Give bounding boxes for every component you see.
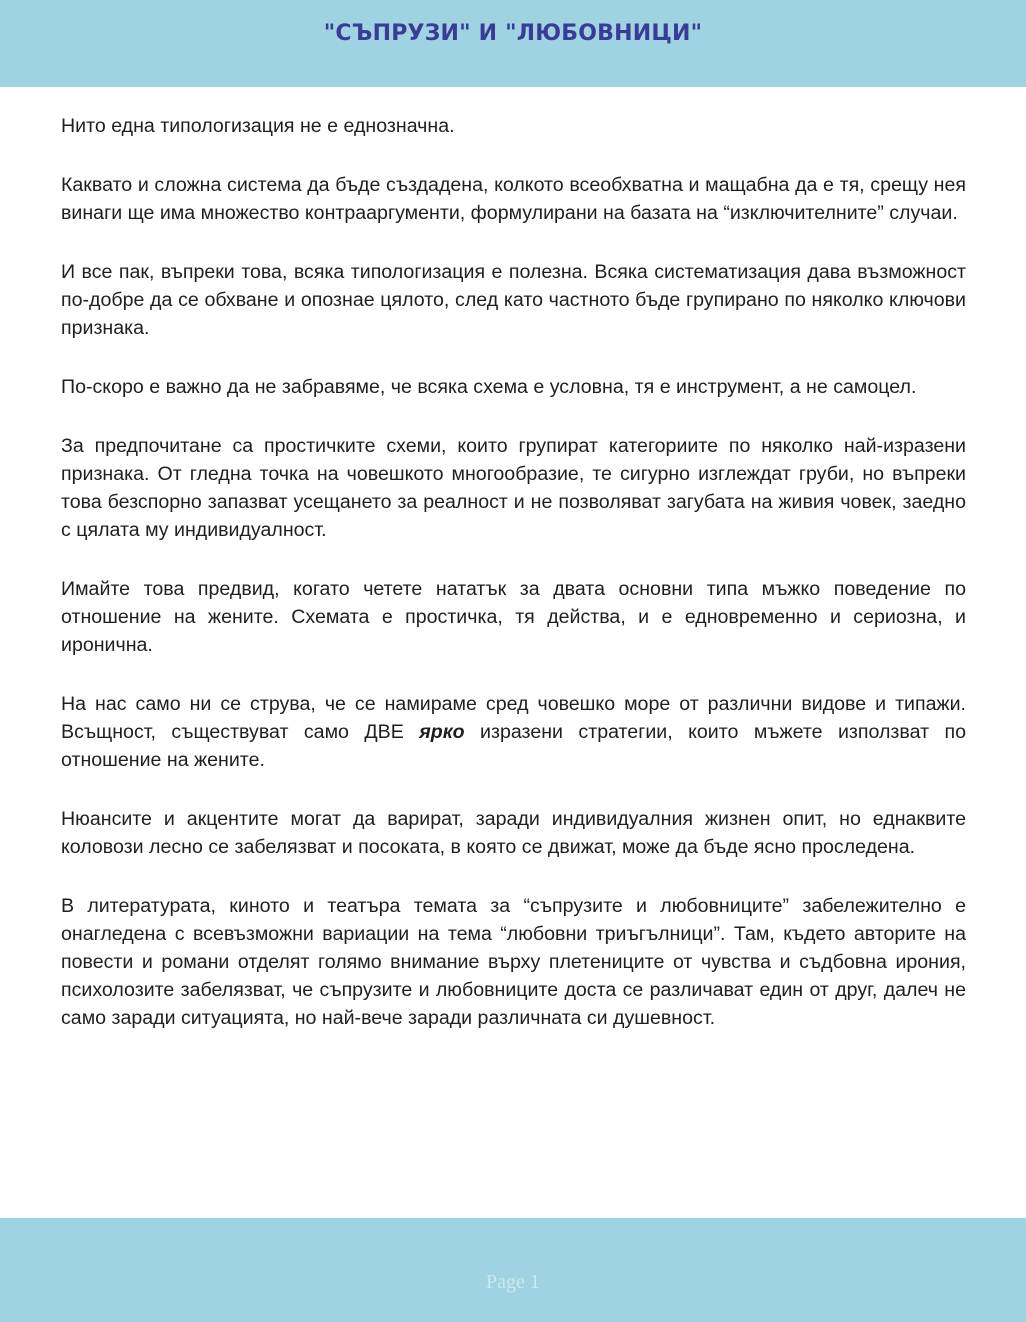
paragraph: По-скоро е важно да не забравяме, че всяка схема е условна, тя е инструмент, а не самоцел. bbox=[61, 376, 917, 398]
page-title: "СЪПРУЗИ" И "ЛЮБОВНИЦИ" bbox=[323, 21, 703, 46]
paragraph: Нюансите и акцентите могат да варират, заради индивидуалния жизнен опит, но еднаквите коловози лесно се забелязват и посоката, в която се движат, може да бъде ясно проследена. bbox=[61, 808, 966, 858]
paragraph-text: На нас само ни се струва, че се намираме сред човешко море от различни видове и типажи. Всъщност, съществуват само ДВЕ bbox=[61, 693, 966, 743]
paragraph: Каквато и сложна система да бъде създадена, колкото всеобхватна и мащабна да е тя, срещу нея винаги ще има множество контрааргументи, формулирани на базата на “изключителните” случаи. bbox=[61, 174, 966, 224]
paragraph: И все пак, въпреки това, всяка типологизация е полезна. Всяка систематизация дава възможност по-добре да се обхване и опознае цялото, след като частното бъде групирано по няколко ключови признака. bbox=[61, 261, 966, 339]
paragraph-text: изразени стратегии, които мъжете използват по отношение на жените. bbox=[61, 721, 966, 771]
document-body bbox=[61, 112, 966, 1063]
paragraph: За предпочитане са простичките схеми, които групират категориите по няколко най-изразени признака. От гледна точка на човешкото многообразие, те сигурно изглеждат груби, но въпреки това безспорно запазват усещането за реалност и не позволяват загубата на живия човек, заедно с цялата му индивидуалност. bbox=[61, 435, 966, 541]
emphasized-word: ярко bbox=[419, 721, 465, 743]
page-footer-band bbox=[0, 1218, 1026, 1322]
page-number-label: Page 1 bbox=[486, 1271, 540, 1293]
paragraph: Имайте това предвид, когато четете нататък за двата основни типа мъжко поведение по отношение на жените. Схемата е простичка, тя действа, и е едновременно и сериозна, и иронична. bbox=[61, 578, 966, 656]
paragraph: В литературата, киното и театъра темата за “съпрузите и любовниците” забележително е онагледена с всевъзможни вариации на тема “любовни триъгълници”. Там, където авторите на повести и романи отделят голямо внимание върху плетениците от чувства и съдбовна ирония, психолозите забелязват, че съпрузите и любовниците доста се различават един от друг, далеч не само заради ситуацията, но най-вече заради различната си душевност. bbox=[61, 895, 966, 1029]
paragraph-with-emphasis bbox=[61, 690, 966, 774]
paragraph: Нито една типологизация не е еднозначна. bbox=[61, 115, 455, 137]
